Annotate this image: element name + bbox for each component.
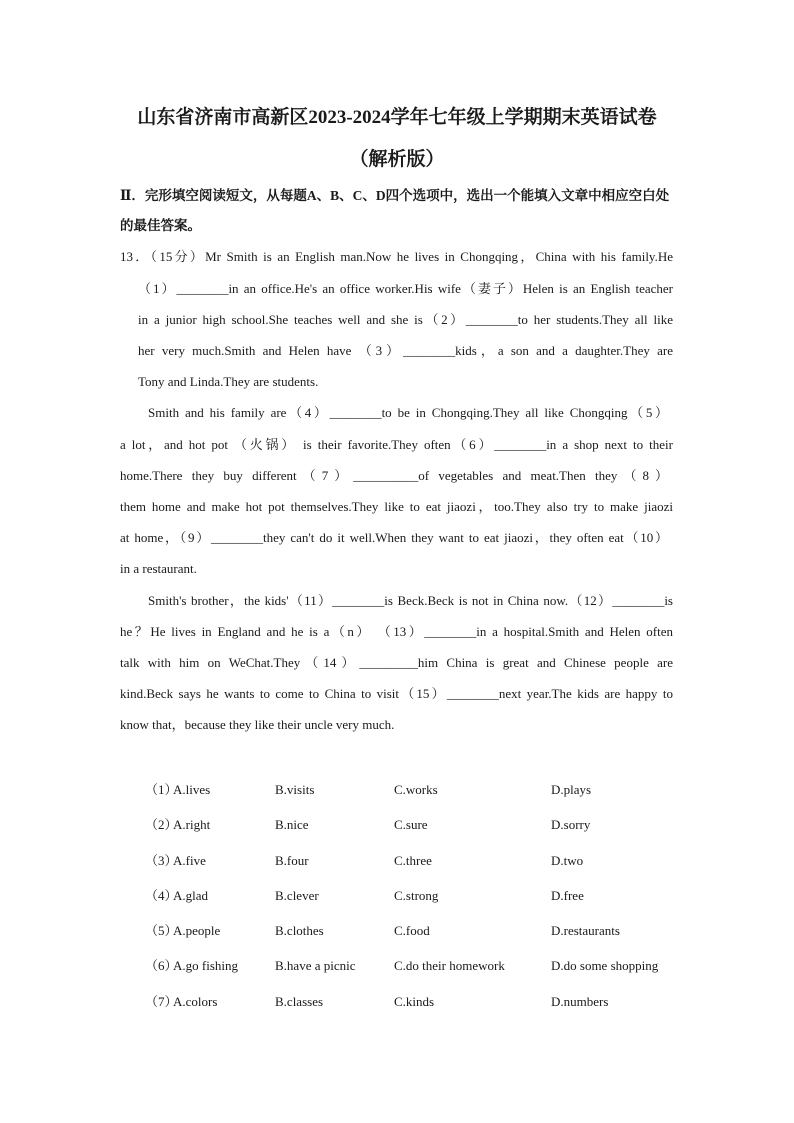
- option-number: （4）: [145, 887, 178, 903]
- option-c: C.do their homework: [394, 958, 505, 974]
- passage-line: kind.Beck says he wants to come to China to visit（15）________next year.The kids are happy to: [120, 686, 673, 701]
- option-c: C.three: [394, 852, 432, 868]
- option-a: A.glad: [173, 887, 209, 903]
- passage-line: Tony and Linda.They are students.: [138, 374, 319, 389]
- option-row: [145, 815, 685, 850]
- option-d: D.numbers: [551, 993, 609, 1009]
- option-d: D.plays: [551, 782, 592, 797]
- passage-line: （1）________in an office.He's an office worker.His wife（妻子）Helen is an English teacher: [138, 281, 673, 296]
- option-number: （5）: [145, 923, 178, 939]
- option-number: （3）: [145, 852, 178, 868]
- option-number: （6）: [145, 958, 178, 974]
- option-b: B.have a picnic: [275, 958, 356, 974]
- option-row: [145, 956, 685, 991]
- option-row: [145, 992, 685, 1027]
- passage-line: know that，because they like their uncle very much.: [120, 717, 395, 732]
- passage-line: Smith's brother，the kids'（11）________is Beck.Beck is not in China now.（12）________is: [148, 593, 673, 608]
- option-number: （2）: [145, 817, 178, 833]
- passage-line: he？He lives in England and he is a（n） （13）________in a hospital.Smith and Helen often: [120, 624, 673, 639]
- option-row: [145, 921, 685, 956]
- option-b: B.clothes: [275, 923, 324, 939]
- option-d: D.two: [551, 852, 584, 868]
- passage-line: in a junior high school.She teaches well and she is（2）________to her students.They all like: [138, 312, 673, 327]
- option-number: （7）: [145, 993, 178, 1009]
- exam-title: 山东省济南市高新区2023-2024学年七年级上学期期末英语试卷: [137, 107, 657, 128]
- option-b: B.four: [275, 852, 309, 868]
- passage-line: Smith and his family are（4）________to be in Chongqing.They all like Chongqing（5）: [148, 405, 668, 420]
- passage-line: home.There they buy different（7）__________of vegetables and meat.Then they（8）: [120, 468, 668, 483]
- option-d: D.restaurants: [551, 923, 620, 939]
- option-b: B.nice: [275, 817, 309, 833]
- option-a: A.five: [173, 852, 206, 868]
- option-row: [145, 886, 685, 921]
- option-c: C.sure: [394, 817, 428, 833]
- passage-line: her very much.Smith and Helen have （3）________kids，a son and a daughter.They are: [138, 343, 673, 358]
- section-heading: Ⅱ．完形填空阅读短文，从每题A、B、C、D四个选项中，选出一个能填入文章中相应空白处的最佳答案。: [120, 188, 670, 233]
- answer-options: [145, 780, 685, 1027]
- passage-line: a lot，and hot pot （火锅） is their favorite.They often（6）________in a shop next to their: [120, 437, 673, 452]
- option-a: A.lives: [173, 782, 211, 797]
- passage-line: talk with him on WeChat.They（14）_________him China is great and Chinese people are: [120, 655, 673, 670]
- option-a: A.right: [173, 817, 211, 833]
- option-b: B.clever: [275, 887, 319, 903]
- option-b: B.classes: [275, 993, 324, 1009]
- option-row: [145, 851, 685, 886]
- option-a: A.people: [173, 923, 221, 939]
- passage-line: at home，（9）________they can't do it well.When they want to eat jiaozi，they often eat（10）: [120, 530, 668, 545]
- option-c: C.kinds: [394, 993, 435, 1009]
- option-c: C.food: [394, 923, 430, 939]
- option-a: A.go fishing: [173, 958, 238, 974]
- exam-title-subtitle: （解析版）: [349, 149, 445, 170]
- option-c: C.works: [394, 782, 438, 797]
- option-a: A.colors: [173, 993, 218, 1009]
- option-b: B.visits: [275, 782, 315, 797]
- option-d: D.sorry: [551, 817, 591, 833]
- passage-line: them home and make hot pot themselves.They like to eat jiaozi，too.They also try to make jiaozi: [120, 499, 673, 514]
- passage-line: 13．（15分）Mr Smith is an English man.Now he lives in Chongqing，China with his family.He: [120, 249, 673, 264]
- option-d: D.free: [551, 887, 584, 903]
- option-c: C.strong: [394, 887, 439, 903]
- option-number: （1）: [145, 782, 178, 797]
- option-d: D.do some shopping: [551, 958, 659, 974]
- passage-line: in a restaurant.: [120, 561, 197, 576]
- option-row: [145, 780, 685, 815]
